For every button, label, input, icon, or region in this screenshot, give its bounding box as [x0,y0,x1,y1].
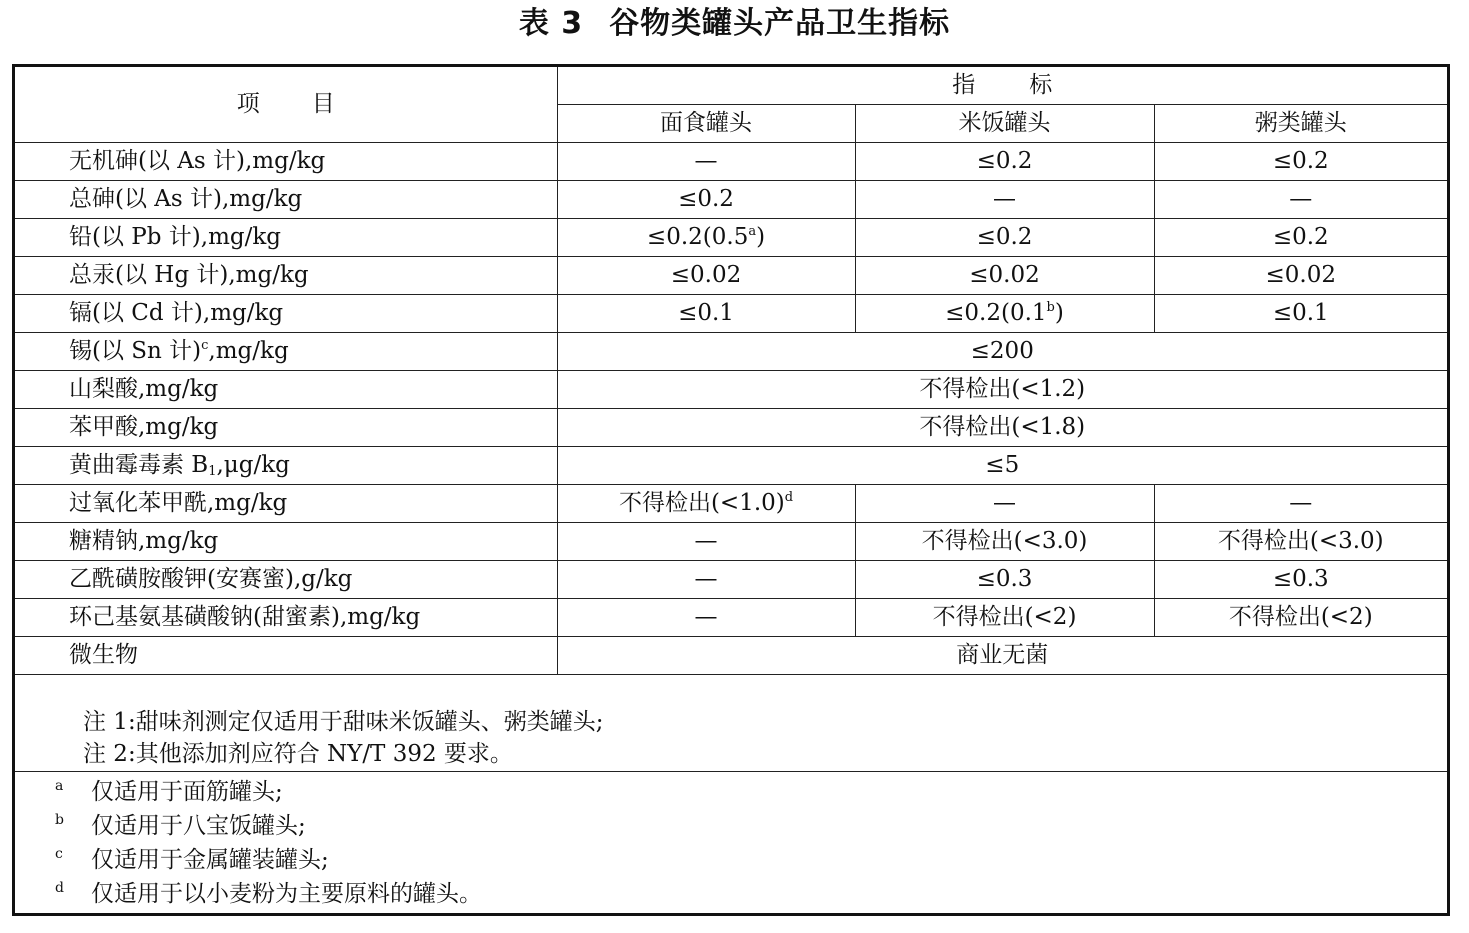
row-value: 不得检出(<3.0) [1154,523,1447,561]
table-row [15,333,1447,371]
table-number: 表 3 [518,6,584,41]
row-value [557,219,855,257]
row-value: 不得检出(<3.0) [855,523,1154,561]
table-row [15,637,1447,675]
table-row [15,409,1447,447]
item-text: 黄曲霉毒素 B [69,452,209,478]
row-item: 无机砷(以 As 计),mg/kg [15,143,557,181]
footnote-text: 仅适用于面筋罐头; [91,779,283,805]
note-1: 注 1:甜味剂测定仅适用于甜味米饭罐头、粥类罐头; [83,709,604,735]
item-text: 锡(以 Sn 计) [69,338,202,364]
row-value-merged: ≤5 [557,447,1447,485]
table-frame [12,64,1450,916]
header-row-1 [15,67,1447,105]
note-2: 注 2:其他添加剂应符合 NY/T 392 要求。 [83,741,513,767]
row-item [15,333,557,371]
table-row [15,371,1447,409]
table-row [15,485,1447,523]
row-value-merged: 不得检出(<1.8) [557,409,1447,447]
table-row [15,257,1447,295]
footnote-ref: a [748,224,757,239]
footnote-c [15,843,1447,877]
item-unit: ,mg/kg [208,338,289,364]
row-value-merged: 不得检出(<1.2) [557,371,1447,409]
footnote-text: 仅适用于金属罐装罐头; [91,847,329,873]
item-unit: ,μg/kg [216,452,290,478]
footnote-mark: b [55,812,64,828]
header-item: 项目 [15,67,557,143]
row-value: — [557,143,855,181]
row-value: ≤0.02 [557,257,855,295]
footnote-text: 仅适用于以小麦粉为主要原料的罐头。 [91,881,482,907]
footnote-b [15,809,1447,843]
value-suffix: ) [1054,300,1064,326]
row-value: ≤0.02 [855,257,1154,295]
footnote-mark: c [55,846,63,862]
value-text: ≤0.2(0.5 [646,224,749,250]
row-item: 山梨酸,mg/kg [15,371,557,409]
row-item [15,447,557,485]
row-value: ≤0.2 [855,219,1154,257]
footnote-mark: d [55,880,64,896]
row-value: — [557,599,855,637]
row-value: ≤0.3 [1154,561,1447,599]
row-item: 铅(以 Pb 计),mg/kg [15,219,557,257]
table-row [15,295,1447,333]
table-title-text: 谷物类罐头产品卫生指标 [609,6,951,41]
row-value: — [855,181,1154,219]
row-value: — [1154,485,1447,523]
table-title [0,4,1469,44]
row-value: — [1154,181,1447,219]
row-item: 过氧化苯甲酰,mg/kg [15,485,557,523]
header-col-porridge: 粥类罐头 [1154,105,1447,143]
row-item: 微生物 [15,637,557,675]
row-value: ≤0.2 [855,143,1154,181]
footnote-text: 仅适用于八宝饭罐头; [91,813,306,839]
table-row [15,523,1447,561]
footnote-ref: c [201,338,209,353]
row-item: 镉(以 Cd 计),mg/kg [15,295,557,333]
row-value [855,295,1154,333]
item-subscript: 1 [208,464,217,479]
table-row [15,219,1447,257]
footnote-a [15,775,1447,809]
row-value: ≤0.3 [855,561,1154,599]
row-value: — [855,485,1154,523]
row-value: 不得检出(<2) [855,599,1154,637]
row-value: 不得检出(<2) [1154,599,1447,637]
value-text: ≤0.2(0.1 [945,300,1047,326]
value-suffix: ) [756,224,766,250]
row-item: 乙酰磺胺酸钾(安赛蜜),g/kg [15,561,557,599]
table-row [15,561,1447,599]
header-indicator: 指标 [557,67,1447,105]
table-row [15,447,1447,485]
footnote-d [15,877,1447,911]
row-item: 苯甲酸,mg/kg [15,409,557,447]
row-value: — [557,561,855,599]
table-notes [15,700,1447,772]
row-item: 总汞(以 Hg 计),mg/kg [15,257,557,295]
row-value: ≤0.1 [557,295,855,333]
footnote-mark: a [55,778,64,794]
table-row [15,181,1447,219]
row-item: 环己基氨基磺酸钠(甜蜜素),mg/kg [15,599,557,637]
footnotes [15,775,1447,911]
row-value: ≤0.2 [1154,219,1447,257]
row-value: ≤0.2 [1154,143,1447,181]
value-text: 不得检出(<1.0) [618,490,785,516]
footnote-ref: b [1046,300,1055,315]
row-value: ≤0.2 [557,181,855,219]
footnote-ref: d [784,490,794,505]
row-value-merged: ≤200 [557,333,1447,371]
table-row [15,143,1447,181]
row-value: ≤0.1 [1154,295,1447,333]
row-value-merged: 商业无菌 [557,637,1447,675]
table-row [15,599,1447,637]
header-col-pasta: 面食罐头 [557,105,855,143]
header-col-rice: 米饭罐头 [855,105,1154,143]
row-item: 总砷(以 As 计),mg/kg [15,181,557,219]
hygiene-indicator-table [15,67,1447,675]
row-value: — [557,523,855,561]
row-item: 糖精钠,mg/kg [15,523,557,561]
row-value: ≤0.02 [1154,257,1447,295]
row-value [557,485,855,523]
